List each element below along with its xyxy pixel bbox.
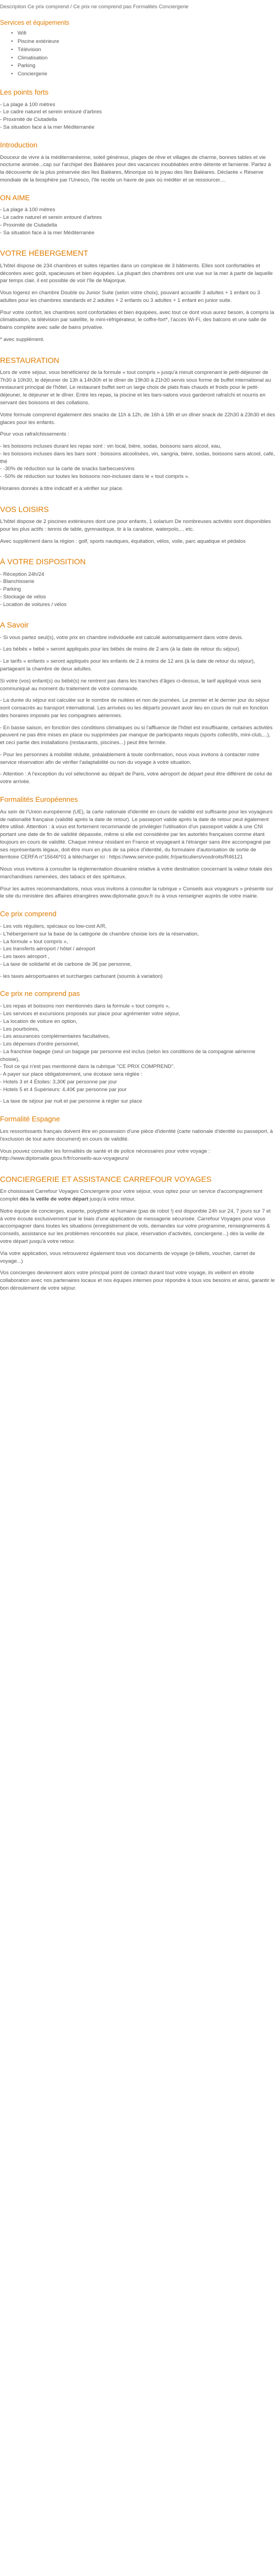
restauration-item: - les boissons incluses durant les repas sont : vin local, bière, sodas, boissons sans alcool, eau, bbox=[0, 443, 222, 450]
points-forts-title: Les points forts bbox=[0, 87, 49, 96]
conciergerie-p1 bbox=[0, 1188, 275, 1203]
conciergerie-p1-c: jusqu'à votre retour. bbox=[88, 1196, 136, 1203]
formalite-pays-p2: Vous pouvez consulter les formalités de santé et de police nécessaires pour votre voyage : http://www.diplomatie.gouv.fr/fr/conseils-aux-voyageurs/ bbox=[0, 1148, 210, 1162]
hebergement-p1: L'hôtel dispose de 234 chambres et suites réparties dans un complexe de 3 bâtiments. Elles sont confortables et décorées avec goût, spacieuses et bien équipées. La plupart des chambres ont une vue sur la mer à partir de laquelle par temps clair, il est possible de voir l'île de Majorque. bbox=[0, 262, 273, 284]
ne-comprend-item: - Tout ce qui n'est pas mentionné dans la rubrique "CE PRIX COMPREND". bbox=[0, 1064, 175, 1070]
formalites-eu-p2: Nous vous invitons à consulter la réglementation douanière relative à votre destination concernant la valeur totale des marchandises ramenées, des tabacs et des spiritueux. bbox=[0, 866, 272, 880]
a-savoir-p4: Si votre (vos) enfant(s) ou bébé(s) ne rentrent pas dans les tranches d'âges ci-dessus, le tarif appliqué vous sera communiqué au moment du traitement de votre commande. bbox=[0, 678, 261, 692]
conciergerie-p4: Vos concierges deviennent alors votre principal point de contact durant tout votre voyage, ils veillent en étroite collaboration avec nos partenaires locaux et nos équipes internes pour répondre à tous vos besoins et ainsi, garantir le bon déroulement de votre séjour. bbox=[0, 1270, 275, 1291]
on-aime-item: - Sa situation face à la mer Méditerranée bbox=[0, 229, 95, 236]
conciergerie-p1-a: En choisissant Carrefour Voyages Conciergerie pour votre séjour, vous optez pour un service d'accompagnement complet bbox=[0, 1188, 263, 1203]
ne-comprend-item: - Les dépenses d'ordre personnel, bbox=[0, 1041, 79, 1048]
comprend-item: - Les vols réguliers, spéciaux ou low-cost A/R, bbox=[0, 923, 107, 930]
conciergerie-p2: Notre équipe de concierges, experte, polyglotte et humaine (pas de robot !) est disponible 24h sur 24, 7 jours sur 7 et à votre écoute exclusivement par le biais d'une application de messagerie sécurisée. Carrefour Voyages pour vous accompagner dans toutes les situations (enregistrement de vols, demandes sur votre programme, renseignements & conseils, assistance sur les problèmes rencontrés sur place, réservation d'activités, conciergerie...) dès la veille de votre départ jusqu'à votre retour. bbox=[0, 1208, 271, 1245]
restauration-item: - les boissons incluses dans les bars sont : boissons alcoolisées, vin, sangria, bière, sodas, boissons sans alcool, café, thé bbox=[0, 450, 275, 465]
restauration-p1: Lors de votre séjour, vous bénéficierez de la formule « tout compris » jusqu'à minuit comprenant le petit-déjeuner de 7h30 à 10h30, le déjeuner de 13h à 14h30h et le dîner de 19h30 à 21h30 servis sous forme de buffet international au restaurant principal de l'hôtel. Le restaurant buffet sert un large choix de plats frais chauds et froids pour le petit-déjeuner, le déjeuner et le dîner. Entre les repas, la piscine et les bars-salons vous garderont rafraîchi et nourris en servant des boissons et des collations. bbox=[0, 369, 271, 406]
restauration-item: - -50% de réduction sur toutes les boissons non-incluses dans le « tout compris ». bbox=[0, 474, 190, 480]
restauration-title: RESTAURATION bbox=[0, 355, 59, 365]
disposition-list bbox=[0, 571, 275, 609]
ne-comprend-item: - Les services et excursions proposés sur place pour agrémenter votre séjour, bbox=[0, 1011, 180, 1017]
formalite-pays-p1: Les ressortissants français doivent être en possession d'une pièce d'identité (carte nationale d'identité ou passeport, à l'exclusion de tout autre document) en cours de validité. bbox=[0, 1129, 273, 1142]
ne-comprend-item: - Hotels 3 et 4 Étoiles: 3,30€ par personne par jour bbox=[0, 1078, 117, 1085]
restauration-p2: Votre formule comprend également des snacks de 11h à 12h, de 16h à 18h et un dîner snack de 22h30 à 23h30 et des glaces pour les enfants. bbox=[0, 411, 275, 426]
a-savoir-p3: - Le tarifs « enfants » seront appliqués pour les enfants de 2 à moins de 12 ans (à la date de retour du séjour), partageant la chambre de deux adultes. bbox=[0, 658, 255, 672]
comprend-item: - La formule « tout compris », bbox=[0, 938, 68, 945]
comprend-list bbox=[0, 923, 275, 968]
a-savoir-title: A Savoir bbox=[0, 620, 29, 630]
services-title: Services et équipements bbox=[0, 19, 69, 26]
service-concierge: • Conciergerie bbox=[11, 70, 275, 79]
a-savoir-p1: - Si vous partez seul(s), votre prix en chambre individuelle est calculé automatiquement dans votre devis. bbox=[0, 634, 243, 641]
formalites-eu-title: Formalités Européennes bbox=[0, 795, 78, 803]
disposition-title: À VOTRE DISPOSITION bbox=[0, 557, 86, 566]
a-savoir-p5: - La durée du séjour est calculée sur le nombre de nuitées et non de journées. Le premier et le dernier jour du séjour sont consacrés au transport international. Les arrivées ou les départs pouvant avoir lieu en cours de nuit en fonction des horaires imposés par les compagnies aériennes. bbox=[0, 697, 270, 719]
ne-comprend-last: - La taxe de séjour par nuit et par personne à régler sur place bbox=[0, 1098, 142, 1105]
points-forts-item: - La plage à 100 mètres bbox=[0, 101, 56, 108]
ne-comprend-item: - Les repas et boissons non mentionnés dans la formule « tout compris », bbox=[0, 1003, 170, 1010]
hebergement-p3: Pour votre confort, les chambres sont confortables et bien équipées, avec tout ce dont vous aurez besoin, à compris la climatisation, la télévision par satellite, le mini-réfrigérateur, le coffre-fort*, l'accès Wi-Fi, des balcons et une salle de bains complète avec salle de bains privative. bbox=[0, 309, 274, 331]
loisirs-p1: L'hôtel dispose de 2 piscines extérieures dont une pour enfants, 1 solarium De nombreuses activités sont disponibles pour les plus actifs : tennis de table, gymnastique, tir à la carabine, waterpolo,... etc. bbox=[0, 518, 271, 532]
introduction-paragraph: Douceur de vivre à la méditerranéenne, soleil généreux, plages de rêve et villages de charme, bonnes tables et vie nocturne animée...cap sur l'archipel des Baléares pour des vacances inoubliables entre détente et farniente. Partez à la découverte de la plus préservée des îles Baléares, Minorque où le joyau des îles Baléares. Déclarée « Réserve mondiale de la biosphère par l'Unesco, l'île recèle un havre de paix où méditer et se ressourcer.... bbox=[0, 154, 271, 183]
a-savoir-p6: - En basse saison, en fonction des conditions climatiques ou si l'affluence de l'hôtel est insuffisante, certaines activités peuvent ne pas être mises en place ou supprimées par manque de participants requis (sports collectifs, mini-club,...), et ceci partie des installations (restaurants, piscines...) peut être fermée. bbox=[0, 724, 273, 746]
disposition-item: - Location de voitures / vélos bbox=[0, 601, 67, 608]
on-aime-item: - La plage à 100 mètres bbox=[0, 207, 56, 213]
ne-comprend-item: - A payer sur place obligatoirement, une écotaxe sera réglée : bbox=[0, 1071, 142, 1078]
disposition-item: - Blanchisserie bbox=[0, 579, 35, 585]
restauration-p4: Horaires donnés à titre indicatif et à vérifier sur place. bbox=[0, 485, 124, 492]
on-aime-item: - Le cadre naturel et serein entouré d'arbres bbox=[0, 214, 102, 221]
comprend-item: - Les transferts aéroport / hôtel / aéroport bbox=[0, 946, 96, 953]
on-aime-list bbox=[0, 206, 275, 236]
formalites-eu-cerfa-link[interactable]: https://www.service-public.fr/particuliers/vosdroits/R46121 bbox=[109, 854, 243, 861]
comprend-title: Ce prix comprend bbox=[0, 910, 57, 918]
points-forts-list bbox=[0, 101, 275, 131]
ne-comprend-title: Ce prix ne comprend pas bbox=[0, 989, 80, 998]
a-savoir-p8: - Attention : A l'exception du vol sélectionné au départ de Paris, votre aéroport de départ peut être différent de celui de votre arrivée. bbox=[0, 771, 272, 785]
comprend-last: - les taxes aéroportuaires et surcharges carburant (soumis à variation) bbox=[0, 973, 163, 979]
a-savoir-p2: - Les bébés « bébé » seront appliqués pour les bébés de moins de 2 ans (à la date de retour du séjour). bbox=[0, 646, 241, 653]
comprend-item: - L'hébergement sur la base de la catégorie de chambre choisie lors de la réservation, bbox=[0, 931, 199, 937]
service-ac: • Climatisation bbox=[11, 54, 275, 63]
services-list bbox=[0, 30, 275, 78]
intro-tabs-text: Description Ce prix comprend / Ce prix ne comprend pas Formalités Conciergerie bbox=[0, 4, 189, 10]
service-wifi: • Wifi bbox=[11, 30, 275, 38]
restauration-p3: Pour vous rafraîchissements : bbox=[0, 431, 69, 438]
introduction-title: Introduction bbox=[0, 140, 37, 149]
service-pool: • Piscine extérieure bbox=[11, 38, 275, 46]
points-forts-item: - Sa situation face à la mer Méditerranée bbox=[0, 124, 95, 130]
ne-comprend-item: - Les pourboires, bbox=[0, 1026, 40, 1032]
ne-comprend-list bbox=[0, 1003, 275, 1093]
hebergement-title: VOTRE HÉBERGEMENT bbox=[0, 249, 89, 258]
on-aime-title: ON AIME bbox=[0, 193, 30, 202]
restauration-list bbox=[0, 443, 275, 481]
on-aime-item: - Proximité de Ciutadella bbox=[0, 222, 57, 228]
ne-comprend-item: - La franchise bagage (seul un bagage par personne est inclus (selon les conditions de la compagnie aérienne choisie), bbox=[0, 1048, 256, 1063]
loisirs-p2: Avec supplément dans la région : golf, sports nautiques, équitation, vélos, voile, parc aquatique et pédalos bbox=[0, 538, 246, 544]
hebergement-note: * avec supplément. bbox=[0, 336, 45, 343]
ne-comprend-item: - La location de voiture en option, bbox=[0, 1018, 78, 1025]
points-forts-item: - Le cadre naturel et serein entouré d'arbres bbox=[0, 109, 102, 115]
hebergement-p2: Vous logerez en chambre Double ou Junior Suite (selon votre choix), pouvant accueillir 3 adultes + 1 enfant ou 3 adultes pour les chambres standards et 2 adultes + 2 enfants ou 3 adultes + 1 enfant en junior suite. bbox=[0, 290, 260, 304]
loisirs-title: VOS LOISIRS bbox=[0, 504, 49, 514]
comprend-item: - Les taxes aéroport , bbox=[0, 954, 50, 960]
restauration-item: - -30% de réduction sur la carte de snacks barbecues/vins bbox=[0, 466, 135, 472]
formalites-eu-p1-text: Au sein de l'Union européenne (UE), la carte nationale d'identité en cours de validité est suffisante pour les voyageurs de nationalité française (validité après la date de retour). Le passeport valide après la date de retour peut également être utilisé. Attention : à vous est fortement recommandé de privilégier l'utilisation d'un passeport valide à une CNI portant une date de fin de validité dépassée, même si elle est considérée par les autorités françaises comme étant toujours en cours de validité. Chaque mineur résidant en France et voyageant à l'étranger sans être accompagné par ses représentants légaux, doit être muni en plus de sa pièce d'identité, du formulaire d'autorisation de sortie de territoire CERFA n°15646*01 à télécharger ici : bbox=[0, 808, 273, 861]
formalite-pays-title: Formalité Espagne bbox=[0, 1115, 61, 1124]
conciergerie-p3: Via votre application, vous retrouverez également tous vos documents de voyage (e-billets, voucher, carnet de voyage...) bbox=[0, 1250, 256, 1264]
comprend-item: - La taxe de solidarité et de carbone de 3€ par personne, bbox=[0, 961, 132, 967]
ne-comprend-item: - Hotels 5 et 4 Supérieurs: 4,40€ par personne par jour bbox=[0, 1086, 127, 1093]
conciergerie-title: CONCIERGERIE ET ASSISTANCE CARREFOUR VOYAGES bbox=[0, 1175, 212, 1184]
ne-comprend-item: - Les assurances complémentaires facultatives, bbox=[0, 1033, 111, 1040]
disposition-item: - Parking bbox=[0, 586, 21, 593]
disposition-item: - Stockage de vélos bbox=[0, 593, 46, 600]
points-forts-item: - Proximité de Ciutadella bbox=[0, 117, 57, 123]
formalites-eu-p1 bbox=[0, 808, 275, 861]
service-parking: • Parking bbox=[11, 62, 275, 70]
formalites-eu-p3: Pour les autres recommandations, nous vous invitons à consulter la rubrique « Conseils aux voyageurs » présente sur le site du ministère des affaires étrangères www.diplomatie.gouv.fr ou à vous renseigner auprès de votre mairie. bbox=[0, 885, 273, 900]
a-savoir-p7: - Pour les personnes à mobilité réduite, préalablement à toute confirmation, nous vous invitons à contacter notre service réservation afin de vérifier l'adaptabilité ou non du voyage à votre situation. bbox=[0, 751, 260, 766]
service-tv: • Télévision bbox=[11, 46, 275, 54]
disposition-item: - Réception 24h/24 bbox=[0, 571, 45, 577]
conciergerie-p1-b: dès la veille de votre départ bbox=[19, 1196, 89, 1203]
